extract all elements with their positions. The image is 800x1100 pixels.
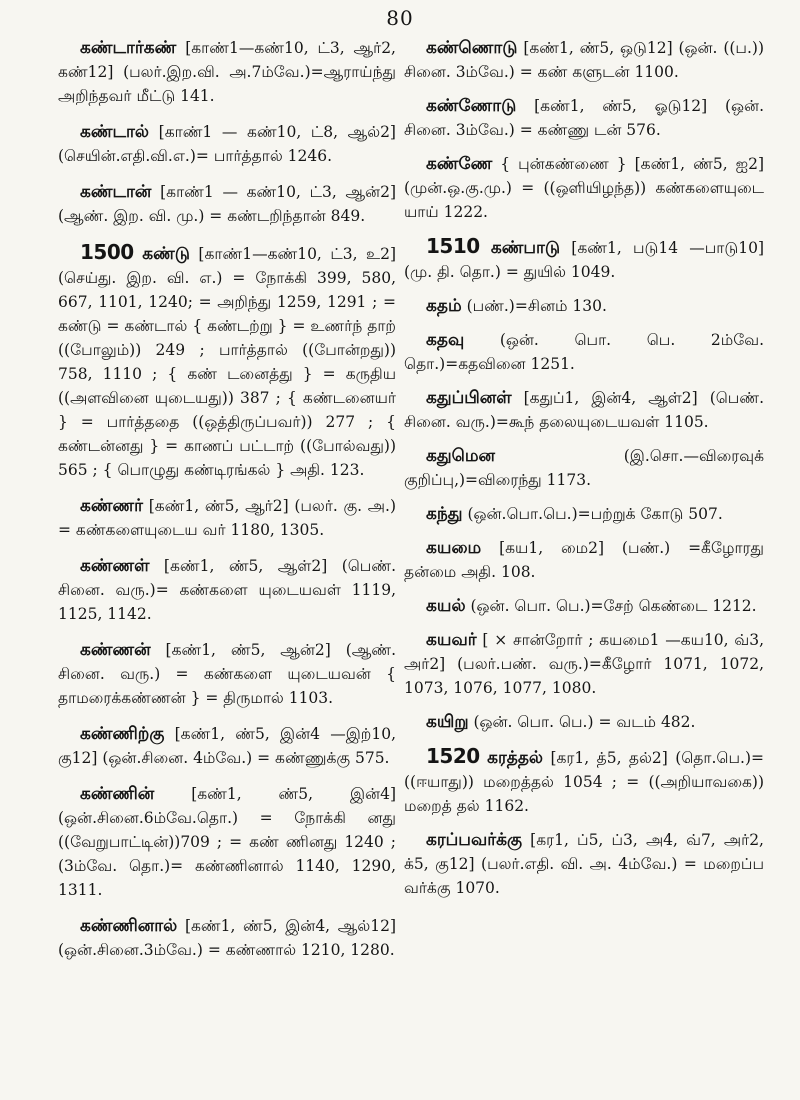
entry-body: [கண்1, ண்5, ஓடு12] (ஒன். சினை. 3ம்வே.) = கண்ணு டன் 576. (404, 97, 764, 139)
entry-headword: கதவு (426, 330, 465, 350)
dictionary-entry (58, 782, 396, 902)
entry-headword: கதுமென (426, 446, 496, 466)
entry-headword: கயிறு (426, 712, 469, 732)
dictionary-entry (58, 240, 396, 482)
dictionary-entry (58, 494, 396, 542)
entry-body: [கண்1, ண்5, இன்4, ஆல்12] (ஒன்.சினை.3ம்வே.) = கண்ணால் 1210, 1280. (58, 917, 396, 959)
entry-headword: கண்ணே (426, 154, 493, 174)
entry-body: [காண்1—கண்10, ட்3, உ2] (செய்து. இற. வி. எ.) = நோக்கி 399, 580, 667, 1101, 1240; = அறிந்து 1259, 1291 ; = கண்டு = கண்டால் { கண்டற்று } = உணர்ந் தாற் ((போலும்)) 249 ; பார்த்தால் ((போன்றது)) 758, 1110 ; { கண் டனைத்து } = கருதிய ((அளவினை யுடையது)) 387 ; { கண்டனையர் } = பார்த்ததை ((ஒத்திருப்பவர்)) 277 ; { கண்டன்னது } = காணப் பட்டாற் ((போல்வது)) 565 ; { பொழுது கண்டிரங்கல் } அதி. 123. (58, 245, 396, 479)
entry-body: [கண்1, ண்5, ஆன்2] (ஆண். சினை. வரு.) = கண்களை யுடையவன் { தாமரைக்கண்ணன் } = திருமால் 1103. (58, 641, 396, 707)
dictionary-entry (404, 536, 764, 584)
entry-body: (ஒன். பொ. பெ. 2ம்வே. தொ.)=கதவினை 1251. (404, 331, 764, 373)
entry-body: [கண்1, ண்5, ஆள்2] (பெண். சினை. வரு.)= கண்களை யுடையவள் 1119, 1125, 1142. (58, 557, 396, 623)
dictionary-entry (404, 234, 764, 284)
entry-headword: கந்து (426, 504, 463, 524)
dictionary-entry (404, 386, 764, 434)
dictionary-entry (404, 36, 764, 84)
left-column (58, 36, 396, 974)
dictionary-entry (58, 554, 396, 626)
dictionary-entry (404, 328, 764, 376)
entry-body: (ஒன். பொ. பெ.)=சேற் கெண்டை 1212. (470, 597, 757, 615)
dictionary-entry (58, 722, 396, 770)
entry-headword: கண்ணினால் (80, 916, 178, 936)
dictionary-entry (404, 710, 764, 734)
entry-headword: கண்பாடு (490, 238, 561, 258)
dictionary-entry (58, 180, 396, 228)
right-column (404, 36, 764, 910)
dictionary-entry (404, 828, 764, 900)
dictionary-entry (58, 914, 396, 962)
entry-headword: கண்ணள் (80, 556, 150, 576)
dictionary-entry (404, 628, 764, 700)
entry-headword: கண்ணன் (80, 640, 151, 660)
entry-body: [கண்1, ண்5, ஆர்2] (பலர். கு. அ.) = கண்களையுடைய வர் 1180, 1305. (58, 497, 396, 539)
entry-headword: கண்ணர் (80, 496, 144, 516)
entry-headword: கண்ணோடு (426, 96, 517, 116)
entry-headword: கதம் (426, 296, 462, 316)
entry-body: (இ.சொ.—விரைவுக் குறிப்பு,)=விரைந்து 1173. (404, 447, 764, 489)
entry-body: [காண்1—கண்10, ட்3, ஆர்2, கண்12] (பலர்.இற.வி. அ.7ம்வே.)=ஆராய்ந்து அறிந்தவர் மீட்டு 141. (58, 39, 396, 105)
entry-headword: கண்டார்கண் (80, 38, 177, 58)
entry-body: [கண்1, ண்5, இன்4 —இற்10, கு12] (ஒன்.சினை. 4ம்வே.) = கண்ணுக்கு 575. (58, 725, 396, 767)
entry-body: [கர1, ப்5, ப்3, அ4, வ்7, அர்2, க்5, கு12] (பலர்.எதி. வி. அ. 4ம்வே.) = மறைப்ப வர்க்கு 1070. (404, 831, 764, 897)
entry-body: [காண்1 — கண்10, ட்3, ஆன்2] (ஆண். இற. வி. மு.) = கண்டறிந்தான் 849. (58, 183, 396, 225)
dictionary-entry (404, 94, 764, 142)
entry-headword: கயமை (426, 538, 482, 558)
dictionary-entry (58, 36, 396, 108)
entry-headword: கண்டால் (80, 122, 150, 142)
entry-body: (ஒன். பொ. பெ.) = வடம் 482. (473, 713, 696, 731)
entry-body: [கண்1, படு14 —பாடு10] (மு. தி. தொ.) = துயில் 1049. (404, 239, 764, 281)
entry-headword: கண்ணொடு (426, 38, 518, 58)
entry-number: 1500 (80, 240, 134, 264)
entry-headword: கரப்பவர்க்கு (426, 830, 522, 850)
dictionary-entry (404, 502, 764, 526)
entry-body: [கண்1, ண்5, ஒடு12] (ஒன். ((ப.)) சினை. 3ம்வே.) = கண் களுடன் 1100. (404, 39, 764, 81)
entry-body: [கண்1, ண்5, இன்4] (ஒன்.சினை.6ம்வே.தொ.) = நோக்கி னது ((வேறுபாட்டின்))709 ; = கண் ணினது 1240 ; (3ம்வே. தொ.)= கண்ணினால் 1140, 1290, 1311. (58, 785, 396, 899)
page-number: 80 (386, 6, 414, 30)
dictionary-entry (404, 744, 764, 818)
entry-headword: கதுப்பினள் (426, 388, 512, 408)
entry-number: 1510 (426, 234, 480, 258)
entry-body: [கய1, மை2] (பண்.) =கீழோரது தன்மை அதி. 108. (404, 539, 764, 581)
entry-headword: கண்ணின் (80, 784, 155, 804)
dictionary-entry (404, 294, 764, 318)
entry-headword: கண்டு (142, 244, 190, 264)
entry-headword: கரத்தல் (487, 748, 544, 768)
entry-body: (பண்.)=சினம் 130. (466, 297, 607, 315)
entry-body: [ × சான்றோர் ; கயமை1 —கய10, வ்3, அர்2] (பலர்.பண். வரு.)=கீழோர் 1071, 1072, 1073, 1076, 1077, 1080. (404, 631, 765, 697)
entry-body: [கதுப்1, இன்4, ஆள்2] (பெண். சினை. வரு.)=கூந் தலையுடையவள் 1105. (404, 389, 764, 431)
dictionary-entry (58, 120, 396, 168)
entry-headword: கண்ணிற்கு (80, 724, 165, 744)
entry-body: [கர1, த்5, தல்2] (தொ.பெ.)=((ஈயாது)) மறைத்தல் 1054 ; = ((அறியாவகை)) மறைத் தல் 1162. (404, 749, 764, 815)
entry-body: { புன்கண்ணை } [கண்1, ண்5, ஐ2] (முன்.ஒ.கு.மு.) = ((ஒளியிழந்த)) கண்களையுடை யாய் 1222. (404, 155, 764, 221)
dictionary-entry (58, 638, 396, 710)
dictionary-entry (404, 444, 764, 492)
dictionary-entry (404, 152, 764, 224)
entry-headword: கண்டான் (80, 182, 152, 202)
entry-number: 1520 (426, 744, 480, 768)
entry-headword: கயல் (426, 596, 466, 616)
entry-body: (ஒன்.பொ.பெ.)=பற்றுக் கோடு 507. (467, 505, 723, 523)
entry-headword: கயவர் (426, 630, 477, 650)
entry-body: [காண்1 — கண்10, ட்8, ஆல்2] (செயின்.எதி.வி.எ.)= பார்த்தால் 1246. (58, 123, 396, 165)
dictionary-entry (404, 594, 764, 618)
